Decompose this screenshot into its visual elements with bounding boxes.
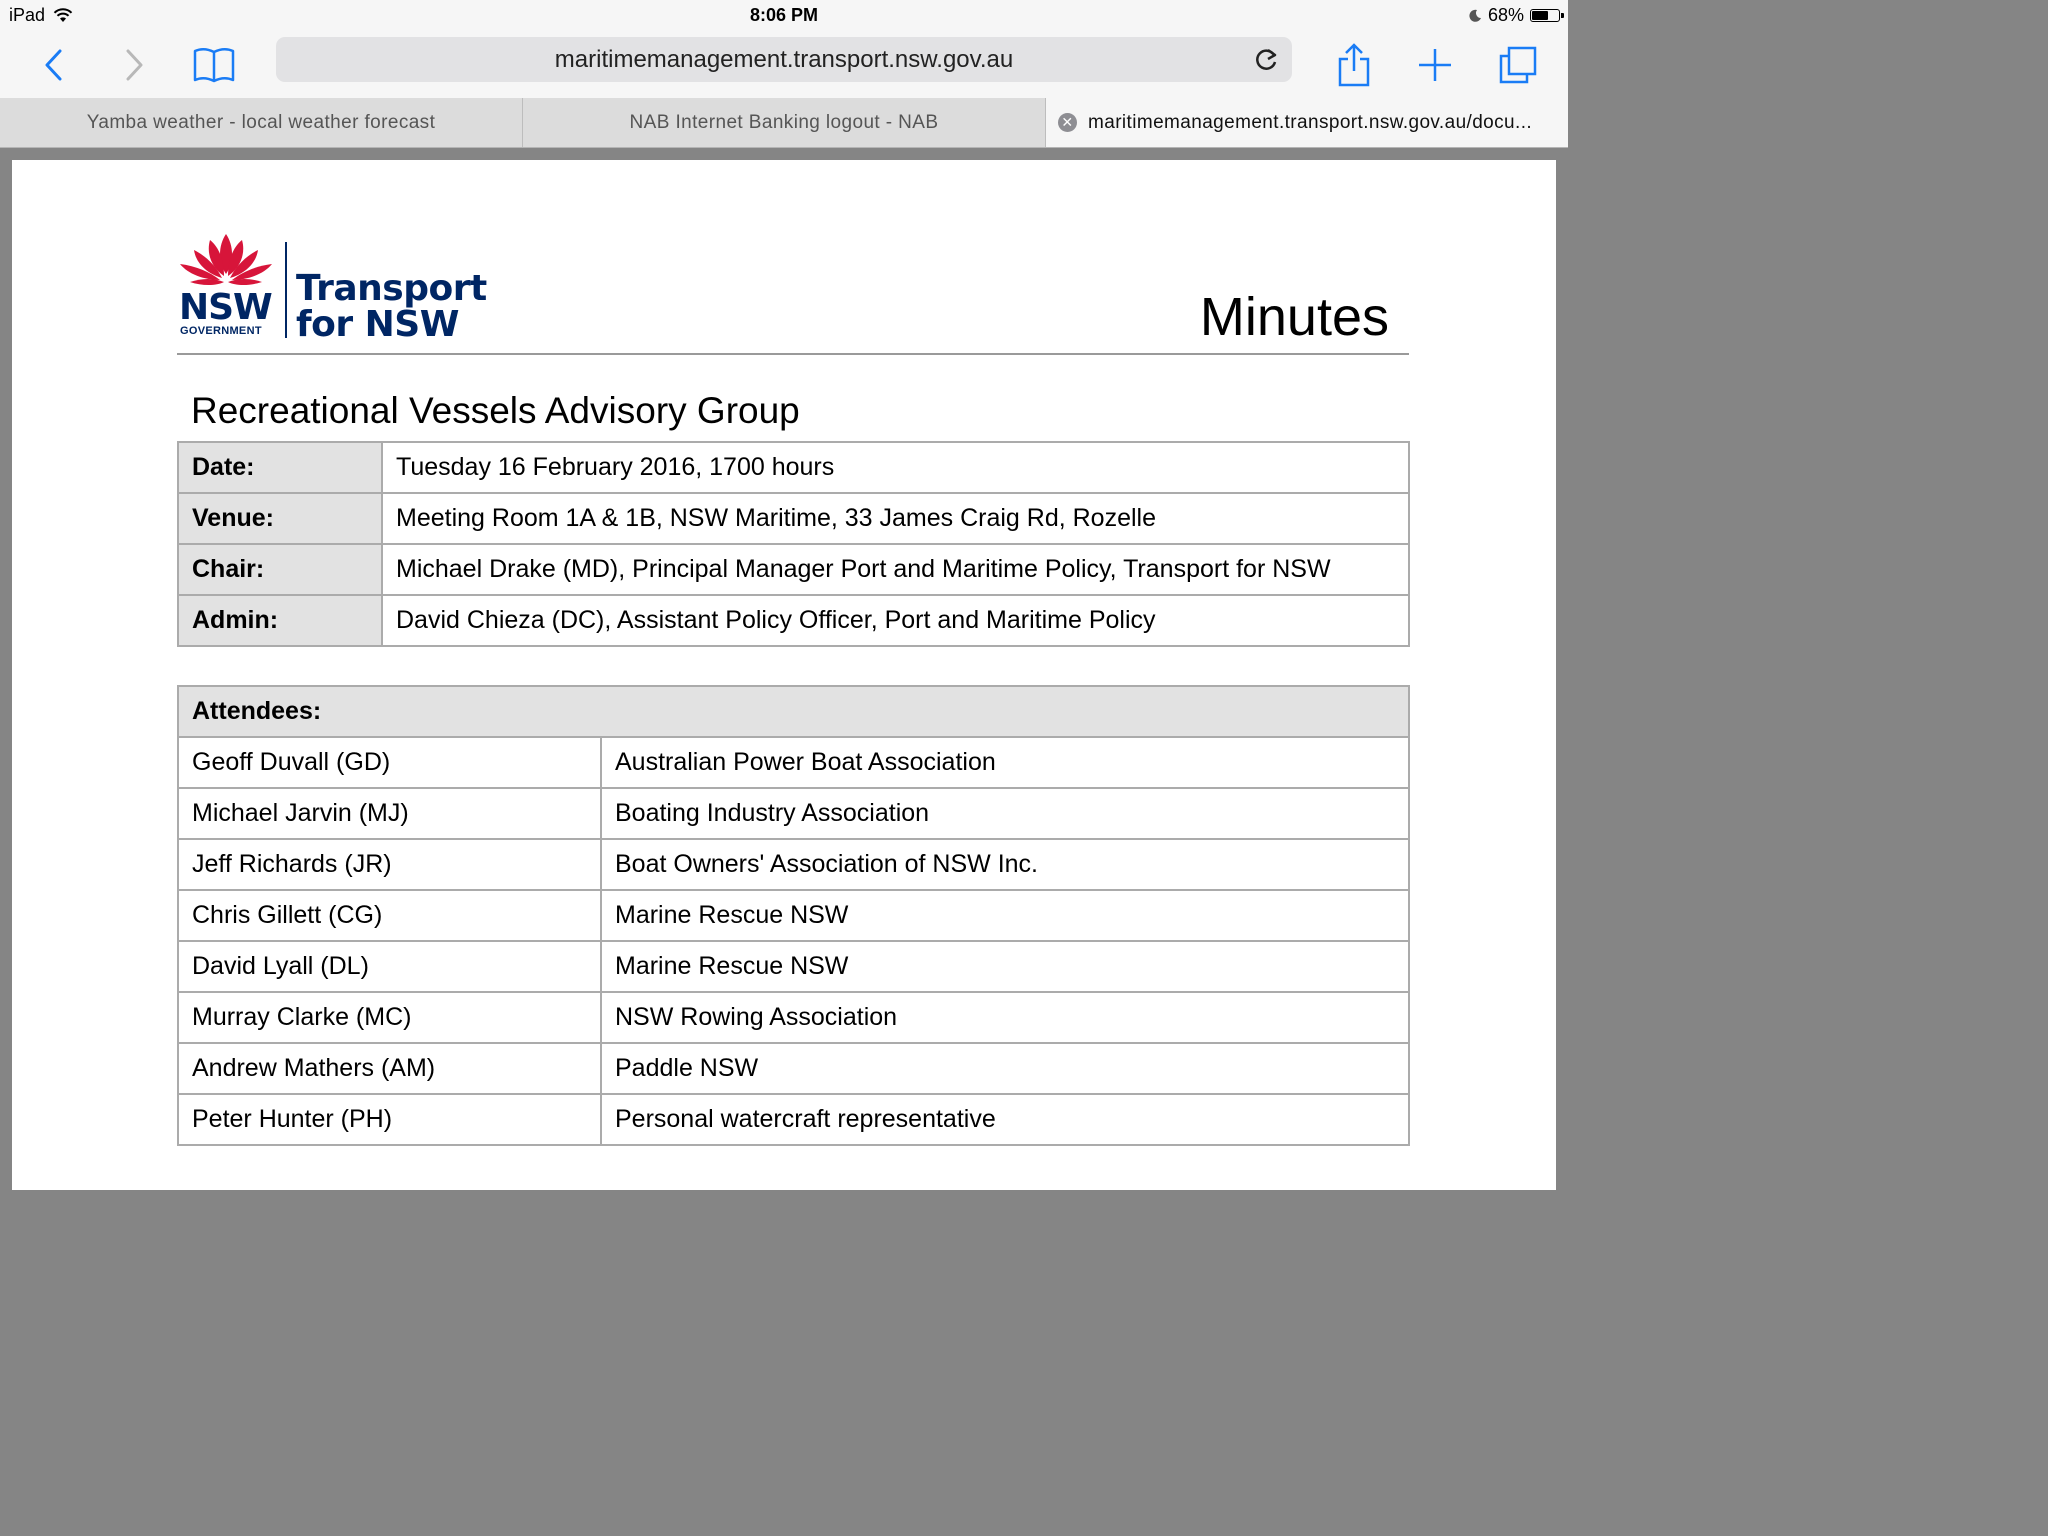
meta-value: Tuesday 16 February 2016, 1700 hours: [382, 442, 1409, 493]
attendee-name: David Lyall (DL): [178, 941, 601, 992]
meta-value: Michael Drake (MD), Principal Manager Port and Maritime Policy, Transport for NSW: [382, 544, 1409, 595]
meeting-details-table: [177, 441, 1410, 647]
meta-row: [178, 442, 1409, 493]
battery-percent: 68%: [1487, 5, 1524, 25]
logo-transport: Transport: [296, 268, 487, 309]
attendee-row: [178, 737, 1409, 788]
bookmarks-icon[interactable]: [189, 40, 239, 90]
document-title: Minutes: [1199, 287, 1389, 347]
logo-divider: [285, 242, 287, 338]
meta-value: Meeting Room 1A & 1B, NSW Maritime, 33 James Craig Rd, Rozelle: [382, 493, 1409, 544]
meta-key: Venue:: [178, 493, 382, 544]
share-icon[interactable]: [1329, 40, 1379, 90]
logo-nsw: NSW: [179, 287, 272, 328]
meta-key: Date:: [178, 442, 382, 493]
tab-maritime-active[interactable]: [1046, 98, 1568, 147]
device-label: iPad: [9, 5, 46, 25]
status-time: 8:06 PM: [749, 5, 819, 25]
attendee-organisation: Marine Rescue NSW: [601, 941, 1409, 992]
tabs-icon[interactable]: [1493, 40, 1543, 90]
meta-row: [178, 595, 1409, 646]
meta-row: [178, 544, 1409, 595]
group-name: Recreational Vessels Advisory Group: [191, 390, 800, 431]
tab-nab-logout[interactable]: NAB Internet Banking logout - NAB: [523, 98, 1046, 147]
back-icon[interactable]: [29, 40, 79, 90]
meta-value: David Chieza (DC), Assistant Policy Officer, Port and Maritime Policy: [382, 595, 1409, 646]
reload-icon[interactable]: [1252, 46, 1280, 74]
attendee-row: [178, 1043, 1409, 1094]
attendee-organisation: NSW Rowing Association: [601, 992, 1409, 1043]
logo-for-nsw: for NSW: [296, 304, 459, 345]
attendee-organisation: Marine Rescue NSW: [601, 890, 1409, 941]
close-tab-icon[interactable]: ✕: [1058, 113, 1077, 132]
attendee-name: Peter Hunter (PH): [178, 1094, 601, 1145]
battery-icon: [1530, 9, 1560, 22]
attendee-name: Geoff Duvall (GD): [178, 737, 601, 788]
attendee-name: Murray Clarke (MC): [178, 992, 601, 1043]
status-bar: [0, 0, 1568, 32]
logo-government: GOVERNMENT: [180, 325, 262, 337]
attendee-row: [178, 890, 1409, 941]
attendees-heading: Attendees:: [178, 686, 1409, 737]
attendee-row: [178, 1094, 1409, 1145]
attendee-row: [178, 992, 1409, 1043]
attendee-organisation: Paddle NSW: [601, 1043, 1409, 1094]
attendee-organisation: Boating Industry Association: [601, 788, 1409, 839]
attendee-organisation: Personal watercraft representative: [601, 1094, 1409, 1145]
attendee-name: Jeff Richards (JR): [178, 839, 601, 890]
document-page: [12, 160, 1556, 1190]
attendees-table: [177, 685, 1410, 1146]
tab-bar: [0, 98, 1568, 148]
tab-yamba-weather[interactable]: Yamba weather - local weather forecast: [0, 98, 523, 147]
attendee-name: Chris Gillett (CG): [178, 890, 601, 941]
attendee-organisation: Australian Power Boat Association: [601, 737, 1409, 788]
moon-icon: [1468, 9, 1482, 23]
attendee-row: [178, 941, 1409, 992]
meta-row: [178, 493, 1409, 544]
forward-icon[interactable]: [109, 40, 159, 90]
attendees-header-row: [178, 686, 1409, 737]
attendee-organisation: Boat Owners' Association of NSW Inc.: [601, 839, 1409, 890]
attendee-row: [178, 839, 1409, 890]
meta-key: Admin:: [178, 595, 382, 646]
transport-nsw-logo: [176, 232, 487, 345]
browser-toolbar: [0, 32, 1568, 98]
active-tab-label: maritimemanagement.transport.nsw.gov.au/docu...: [1088, 112, 1533, 133]
url-text: maritimemanagement.transport.nsw.gov.au: [554, 46, 1014, 73]
new-tab-icon[interactable]: [1410, 40, 1460, 90]
title-rule: [177, 353, 1409, 355]
meta-key: Chair:: [178, 544, 382, 595]
attendee-row: [178, 788, 1409, 839]
address-bar[interactable]: [276, 37, 1292, 82]
attendee-name: Michael Jarvin (MJ): [178, 788, 601, 839]
attendee-name: Andrew Mathers (AM): [178, 1043, 601, 1094]
waratah-icon: [176, 232, 276, 288]
